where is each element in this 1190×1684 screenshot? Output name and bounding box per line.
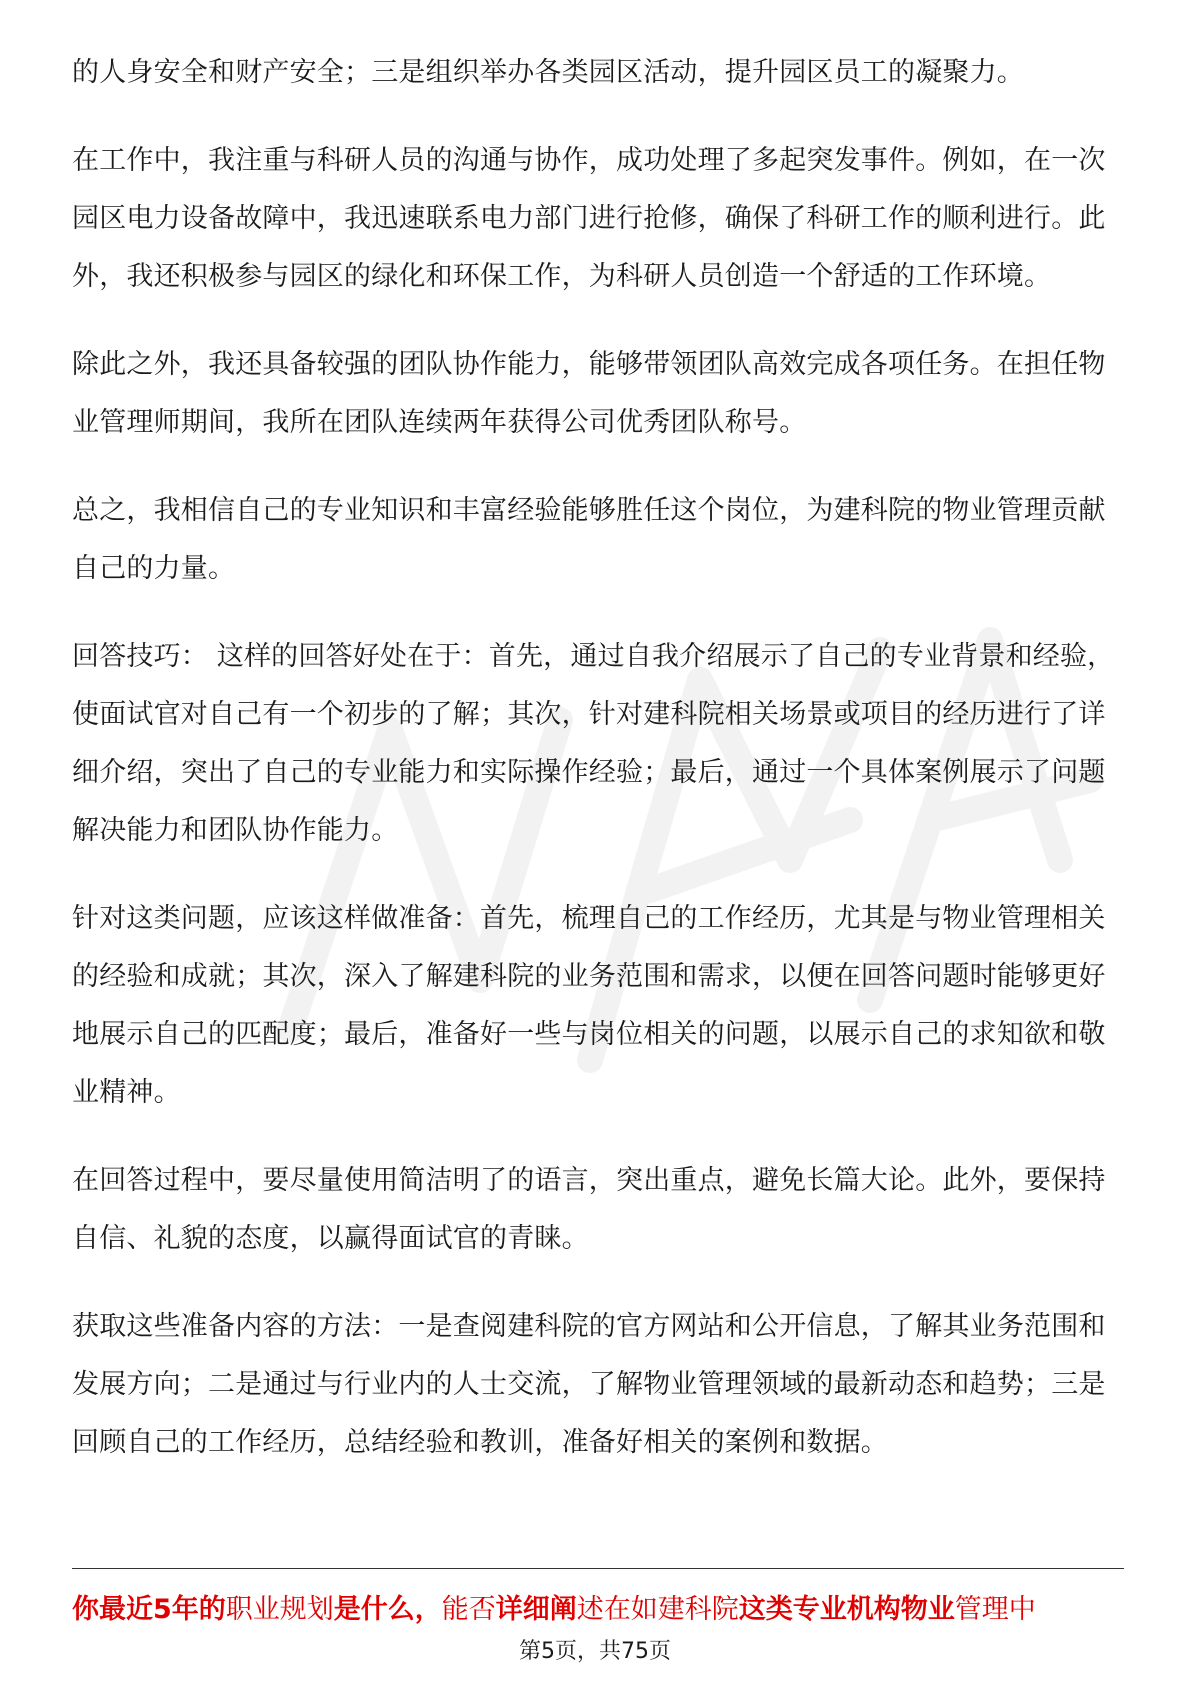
question-segment: 详细阐 [495,1594,577,1625]
question-segment: 是什么， [333,1594,442,1625]
paragraph: 在工作中，我注重与科研人员的沟通与协作，成功处理了多起突发事件。例如，在一次园区电力设备故障中，我迅速联系电力部门进行抢修，确保了科研工作的顺利进行。此外，我还积极参与园区的绿化和环保工作，为科研人员创造一个舒适的工作环境。 [72,145,1106,292]
main-content [72,44,1124,1502]
question-segment: 能否 [441,1594,496,1625]
paragraph: 回答技巧： 这样的回答好处在于：首先，通过自我介绍展示了自己的专业背景和经验，使面试官对自己有一个初步的了解；其次，针对建科院相关场景或项目的经历进行了详细介绍，突出了自己的专业能力和实际操作经验；最后，通过一个具体案例展示了问题解决能力和团队协作能力。 [72,641,1115,846]
paragraph: 的人身安全和财产安全；三是组织举办各类园区活动，提升园区员工的凝聚力。 [72,57,1024,88]
question-segment: 在如建科院 [603,1594,739,1625]
question-segment: 这类专业机构物业 [738,1594,955,1625]
next-question-heading [72,1590,1132,1630]
question-segment: 职业规划 [225,1594,334,1625]
footer-divider [72,1568,1124,1569]
page-number: 第5页，共75页 [519,1639,671,1664]
paragraph: 获取这些准备内容的方法：一是查阅建科院的官方网站和公开信息，了解其业务范围和发展方向；二是通过与行业内的人士交流，了解物业管理领域的最新动态和趋势；三是回顾自己的工作经历，总结经验和教训，准备好相关的案例和数据。 [72,1311,1106,1458]
paragraph: 针对这类问题，应该这样做准备：首先，梳理自己的工作经历，尤其是与物业管理相关的经验和成就；其次，深入了解建科院的业务范围和需求，以便在回答问题时能够更好地展示自己的匹配度；最后，准备好一些与岗位相关的问题，以展示自己的求知欲和敬业精神。 [72,903,1106,1108]
question-segment: 管理中 [954,1594,1036,1625]
paragraph: 除此之外，我还具备较强的团队协作能力，能够带领团队高效完成各项任务。在担任物业管理师期间，我所在团队连续两年获得公司优秀团队称号。 [72,349,1106,438]
question-segment: 你最近5年的 [72,1594,226,1625]
question-segment: 述 [576,1594,604,1625]
paragraph: 在回答过程中，要尽量使用简洁明了的语言，突出重点，避免长篇大论。此外，要保持自信、礼貌的态度，以赢得面试官的青睐。 [72,1165,1106,1254]
paragraph: 总之，我相信自己的专业知识和丰富经验能够胜任这个岗位，为建科院的物业管理贡献自己的力量。 [72,495,1106,584]
